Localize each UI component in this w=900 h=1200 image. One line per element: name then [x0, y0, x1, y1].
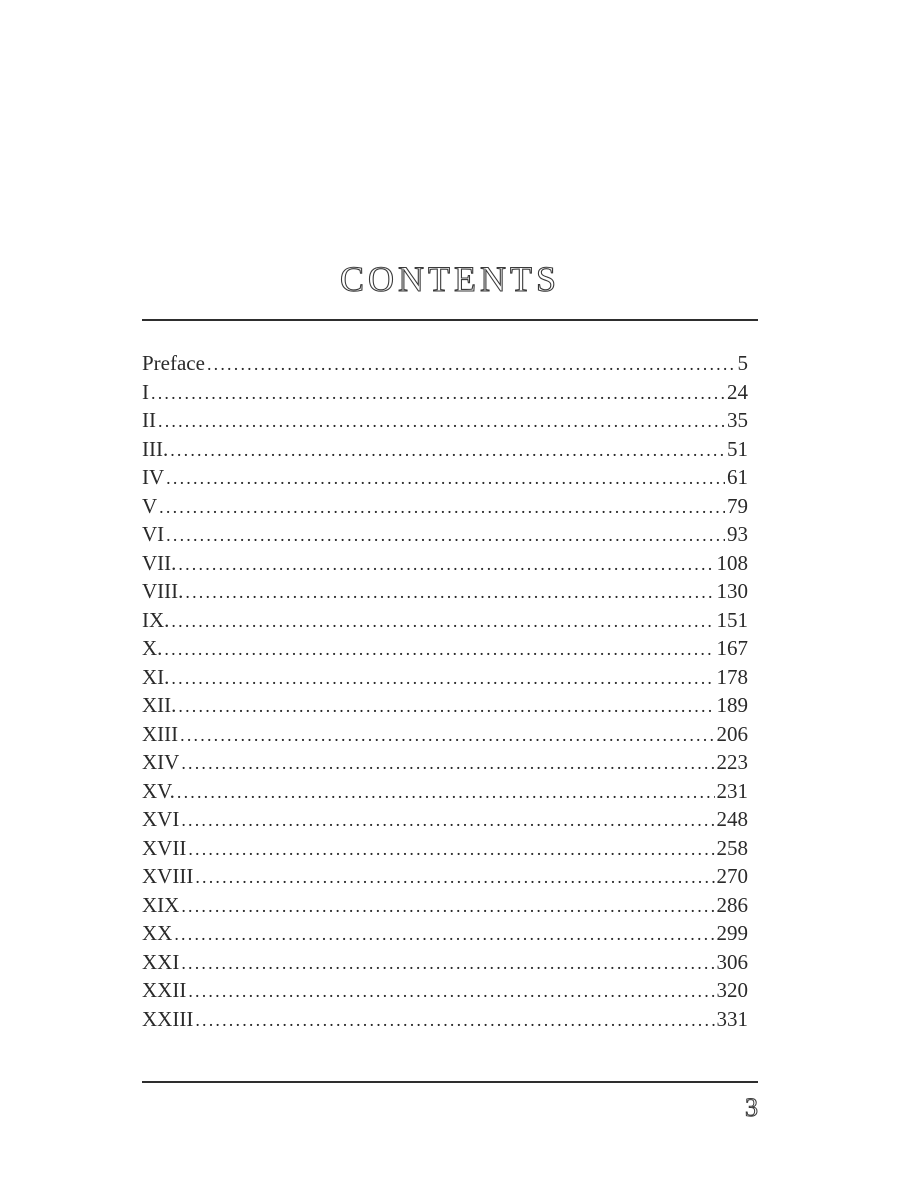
toc-entry[interactable] — [142, 805, 748, 834]
toc-entry[interactable] — [142, 378, 748, 407]
toc-entry[interactable] — [142, 834, 748, 863]
toc-entry[interactable] — [142, 1005, 748, 1034]
toc-entry[interactable] — [142, 748, 748, 777]
toc-dot-leader — [158, 407, 725, 435]
toc-entry-label: XXIII — [142, 1006, 194, 1031]
toc-entry-label: XIII — [142, 721, 179, 746]
toc-entry-page: 258 — [716, 835, 748, 860]
toc-entry[interactable] — [142, 492, 748, 521]
toc-dot-leader — [171, 607, 714, 635]
toc-entry[interactable] — [142, 634, 748, 663]
toc-entry[interactable] — [142, 777, 748, 806]
page-title: CONTENTS — [340, 259, 560, 299]
toc-dot-leader — [178, 692, 714, 720]
toc-entry-page: 35 — [727, 408, 748, 432]
toc-entry-page: 306 — [716, 949, 748, 974]
top-divider — [142, 319, 758, 321]
toc-dot-leader — [195, 1006, 714, 1034]
toc-entry-page: 151 — [716, 607, 748, 632]
toc-dot-leader — [171, 664, 714, 692]
toc-entry-label: III. — [142, 436, 169, 461]
toc-entry-label: XII. — [142, 693, 177, 717]
toc-entry[interactable] — [142, 919, 748, 948]
toc-dot-leader — [180, 721, 714, 749]
toc-entry-page: 189 — [716, 693, 748, 717]
toc-entry[interactable] — [142, 606, 748, 635]
toc-entry[interactable] — [142, 549, 748, 578]
toc-entry[interactable] — [142, 862, 748, 891]
toc-entry-page: 248 — [716, 807, 748, 831]
toc-entry[interactable] — [142, 349, 748, 378]
toc-dot-leader — [181, 806, 714, 834]
toc-entry-label: XI. — [142, 664, 170, 689]
toc-entry-label: XVIII — [142, 864, 194, 888]
toc-entry-label: XX — [142, 921, 173, 945]
toc-entry-page: 206 — [716, 721, 748, 746]
toc-dot-leader — [151, 379, 725, 407]
toc-dot-leader — [166, 464, 725, 492]
toc-entry-label: X. — [142, 636, 163, 660]
toc-entry[interactable] — [142, 891, 748, 920]
toc-dot-leader — [170, 436, 725, 464]
toc-entry-label: I — [142, 379, 149, 404]
table-of-contents — [142, 349, 748, 1033]
toc-entry-page: 79 — [727, 493, 748, 518]
toc-entry-label: IX. — [142, 607, 170, 632]
toc-entry[interactable] — [142, 435, 748, 464]
toc-entry-label: II — [142, 408, 156, 432]
toc-entry-label: XVII — [142, 835, 187, 860]
toc-dot-leader — [159, 493, 725, 521]
toc-entry-page: 178 — [716, 664, 748, 689]
toc-entry-page: 130 — [716, 579, 748, 603]
toc-entry-label: XXI — [142, 949, 180, 974]
toc-entry-label: V — [142, 493, 158, 518]
toc-entry-page: 299 — [716, 921, 748, 945]
toc-dot-leader — [164, 635, 714, 663]
toc-entry-label: XXII — [142, 978, 187, 1002]
toc-entry-page: 61 — [727, 465, 748, 489]
toc-dot-leader — [181, 749, 714, 777]
toc-entry-page: 167 — [716, 636, 748, 660]
toc-entry[interactable] — [142, 577, 748, 606]
toc-dot-leader — [195, 863, 714, 891]
toc-dot-leader — [181, 892, 714, 920]
toc-entry-label: XIX — [142, 892, 180, 917]
toc-entry[interactable] — [142, 406, 748, 435]
toc-entry-page: 286 — [716, 892, 748, 917]
toc-dot-leader — [177, 778, 715, 806]
toc-entry-label: VI — [142, 522, 165, 546]
toc-entry[interactable] — [142, 520, 748, 549]
toc-entry-label: XV. — [142, 778, 175, 803]
toc-entry-page: 320 — [716, 978, 748, 1002]
toc-dot-leader — [188, 835, 714, 863]
toc-dot-leader — [185, 578, 714, 606]
page-number: 3 — [745, 1093, 758, 1122]
toc-entry-label: VIII. — [142, 579, 184, 603]
toc-dot-leader — [207, 350, 736, 378]
toc-entry[interactable] — [142, 463, 748, 492]
toc-entry-label: VII. — [142, 550, 177, 575]
toc-entry-page: 24 — [727, 379, 748, 404]
bottom-divider — [142, 1081, 758, 1083]
toc-entry-page: 270 — [716, 864, 748, 888]
toc-dot-leader — [188, 977, 714, 1005]
toc-entry-label: Preface — [142, 351, 205, 375]
toc-entry-label: XVI — [142, 807, 180, 831]
toc-entry[interactable] — [142, 663, 748, 692]
toc-entry-page: 93 — [727, 522, 748, 546]
toc-entry-label: IV — [142, 465, 165, 489]
toc-entry-page: 331 — [716, 1006, 748, 1031]
toc-entry[interactable] — [142, 948, 748, 977]
toc-entry-label: XIV — [142, 750, 180, 774]
toc-entry-page: 51 — [727, 436, 748, 461]
toc-entry[interactable] — [142, 720, 748, 749]
toc-entry-page: 108 — [716, 550, 748, 575]
toc-entry[interactable] — [142, 691, 748, 720]
toc-dot-leader — [181, 949, 714, 977]
toc-entry-page: 223 — [716, 750, 748, 774]
toc-dot-leader — [178, 550, 714, 578]
toc-entry-page: 5 — [737, 351, 748, 375]
toc-entry[interactable] — [142, 976, 748, 1005]
toc-entry-page: 231 — [716, 778, 748, 803]
toc-dot-leader — [166, 521, 725, 549]
toc-dot-leader — [174, 920, 714, 948]
